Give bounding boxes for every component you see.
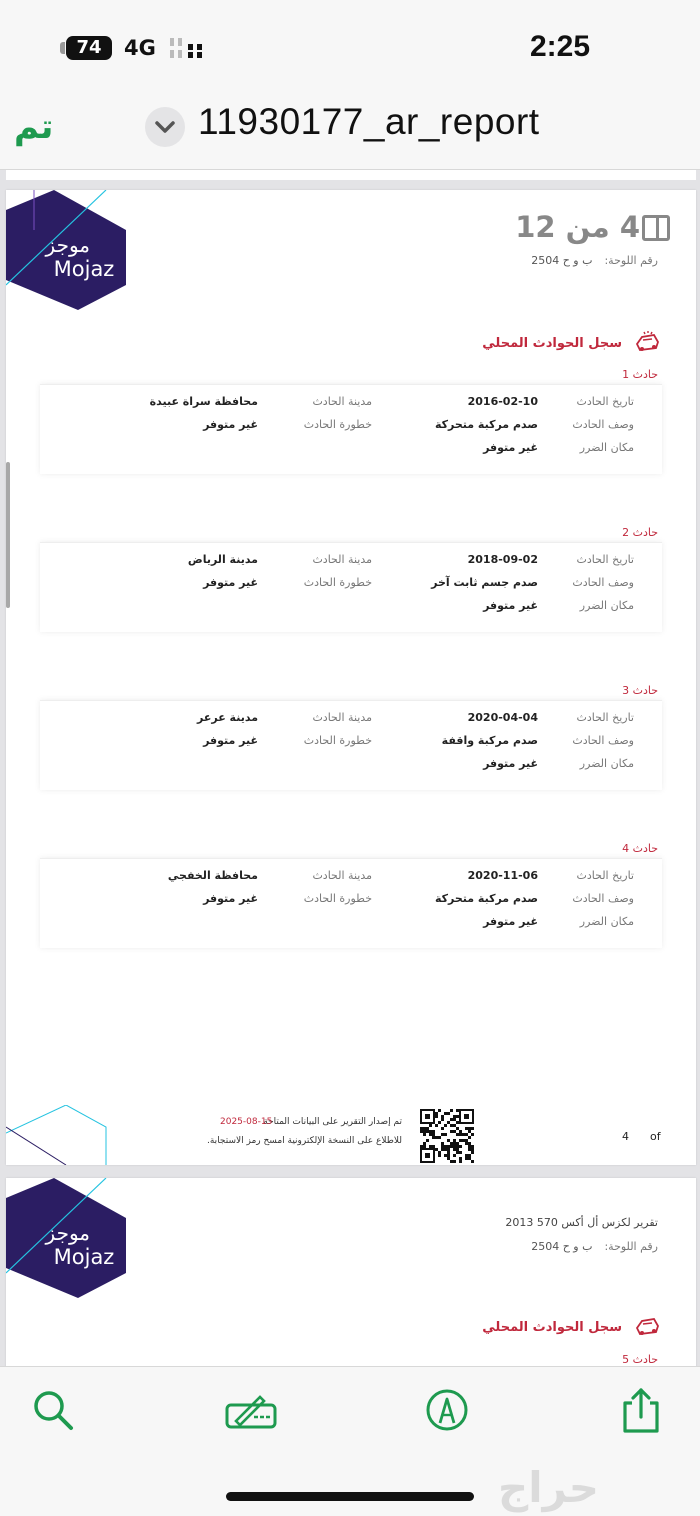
- damage-place-label: مكان الضرر: [579, 915, 634, 928]
- plate-row: [531, 254, 658, 267]
- city-value: محافظة سراة عبيدة: [149, 395, 258, 408]
- description-label: وصف الحادث: [572, 892, 634, 905]
- home-indicator[interactable]: [226, 1492, 474, 1501]
- mojaz-logo: [6, 1178, 136, 1303]
- damage-place-value: غير متوفر: [483, 757, 538, 770]
- markup-icon[interactable]: [424, 1387, 470, 1433]
- description-value: صدم مركبة متحركة: [434, 892, 538, 905]
- description-value: صدم مركبة متحركة: [434, 418, 538, 431]
- logo-text-ar: موجز: [45, 233, 90, 257]
- previous-page-edge: [6, 170, 696, 180]
- pdf-page-5: [6, 1178, 696, 1366]
- battery-indicator: 74: [66, 36, 112, 60]
- plate-value: ب و ح 2504: [531, 1240, 593, 1253]
- qr-code: [420, 1109, 474, 1163]
- clock: 2:25: [530, 30, 591, 63]
- severity-value: غير متوفر: [203, 892, 258, 905]
- incident-card: [40, 858, 662, 948]
- page-footer: [6, 1105, 696, 1165]
- section-title: سجل الحوادث المحلي: [482, 336, 622, 351]
- footer-date: 2025-08-15: [220, 1117, 273, 1127]
- logo-text-en: Mojaz: [53, 257, 115, 281]
- incident-label: حادث 2: [622, 526, 658, 539]
- bottom-toolbar: [0, 1366, 700, 1516]
- date-label: تاريخ الحادث: [576, 395, 634, 408]
- description-label: وصف الحادث: [572, 418, 634, 431]
- incident-label: حادث 5: [622, 1353, 658, 1366]
- sidebar-toggle-icon[interactable]: [642, 215, 670, 241]
- city-label: مدينة الحادث: [312, 869, 372, 882]
- chevron-down-icon: [145, 107, 185, 147]
- severity-label: خطورة الحادث: [303, 892, 372, 905]
- plate-label: رقم اللوحة:: [604, 1240, 658, 1253]
- description-value: صدم مركبة واقفة: [441, 734, 538, 747]
- damage-place-label: مكان الضرر: [579, 599, 634, 612]
- scroll-indicator[interactable]: [6, 462, 10, 608]
- severity-value: غير متوفر: [203, 576, 258, 589]
- city-value: محافظة الخفجي: [167, 869, 258, 882]
- status-bar: [0, 0, 700, 95]
- title-menu-button[interactable]: [145, 107, 185, 147]
- plate-value: ب و ح 2504: [531, 254, 593, 267]
- search-icon[interactable]: [30, 1387, 76, 1433]
- severity-value: غير متوفر: [203, 734, 258, 747]
- page-of: [622, 1130, 661, 1143]
- document-title[interactable]: 11930177_ar_report: [198, 101, 540, 142]
- footer-issued-text: تم إصدار التقرير على البيانات المتاحة: [263, 1117, 402, 1127]
- city-label: مدينة الحادث: [312, 395, 372, 408]
- city-label: مدينة الحادث: [312, 711, 372, 724]
- date-label: تاريخ الحادث: [576, 711, 634, 724]
- network-type: 4G: [124, 36, 156, 60]
- severity-label: خطورة الحادث: [303, 418, 372, 431]
- incident-label: حادث 1: [622, 368, 658, 381]
- battery-nub: [60, 42, 65, 54]
- city-value: مدينة الرياض: [187, 553, 258, 566]
- damage-place-value: غير متوفر: [483, 441, 538, 454]
- incident-card: [40, 700, 662, 790]
- city-label: مدينة الحادث: [312, 553, 372, 566]
- footer-page-number: 4: [622, 1130, 629, 1143]
- signal-icon: [168, 36, 208, 60]
- plate-label: رقم اللوحة:: [604, 254, 658, 267]
- severity-value: غير متوفر: [203, 418, 258, 431]
- description-label: وصف الحادث: [572, 576, 634, 589]
- incident-card: [40, 384, 662, 474]
- damage-place-label: مكان الضرر: [579, 757, 634, 770]
- date-label: تاريخ الحادث: [576, 869, 634, 882]
- report-title: تقرير لكزس أل أكس 570 2013: [505, 1216, 658, 1229]
- scan-edit-icon[interactable]: [224, 1387, 278, 1433]
- done-button[interactable]: تم: [14, 107, 54, 147]
- logo-text-en: Mojaz: [53, 1245, 115, 1269]
- incident-card: [40, 542, 662, 632]
- watermark: حراج: [498, 1463, 600, 1512]
- date-value: 2020-04-04: [467, 711, 538, 724]
- car-crash-icon: [634, 1314, 660, 1338]
- date-value: 2018-09-02: [467, 553, 538, 566]
- date-value: 2020-11-06: [467, 869, 538, 882]
- pdf-page-4: [6, 190, 696, 1165]
- description-label: وصف الحادث: [572, 734, 634, 747]
- date-value: 2016-02-10: [467, 395, 538, 408]
- damage-place-value: غير متوفر: [483, 599, 538, 612]
- description-value: صدم جسم ثابت آخر: [431, 576, 538, 589]
- incident-label: حادث 3: [622, 684, 658, 697]
- section-title: سجل الحوادث المحلي: [482, 1320, 622, 1335]
- date-label: تاريخ الحادث: [576, 553, 634, 566]
- mojaz-logo: [6, 190, 136, 315]
- incident-label: حادث 4: [622, 842, 658, 855]
- decorative-hex-lines: [6, 1105, 116, 1165]
- pdf-viewer[interactable]: [0, 170, 700, 1366]
- footer-of-label: of: [649, 1130, 661, 1143]
- severity-label: خطورة الحادث: [303, 734, 372, 747]
- logo-text-ar: موجز: [45, 1221, 90, 1245]
- navigation-bar: [0, 95, 700, 170]
- damage-place-label: مكان الضرر: [579, 441, 634, 454]
- severity-label: خطورة الحادث: [303, 576, 372, 589]
- footer-scan-text: للاطلاع على النسخة الإلكترونية امسح رمز الاستجابة.: [207, 1136, 402, 1146]
- share-icon[interactable]: [618, 1387, 664, 1433]
- car-crash-icon: [634, 330, 660, 354]
- page-counter: 4 من 12: [515, 210, 640, 244]
- plate-row: [531, 1240, 658, 1253]
- city-value: مدينة عرعر: [197, 711, 258, 724]
- damage-place-value: غير متوفر: [483, 915, 538, 928]
